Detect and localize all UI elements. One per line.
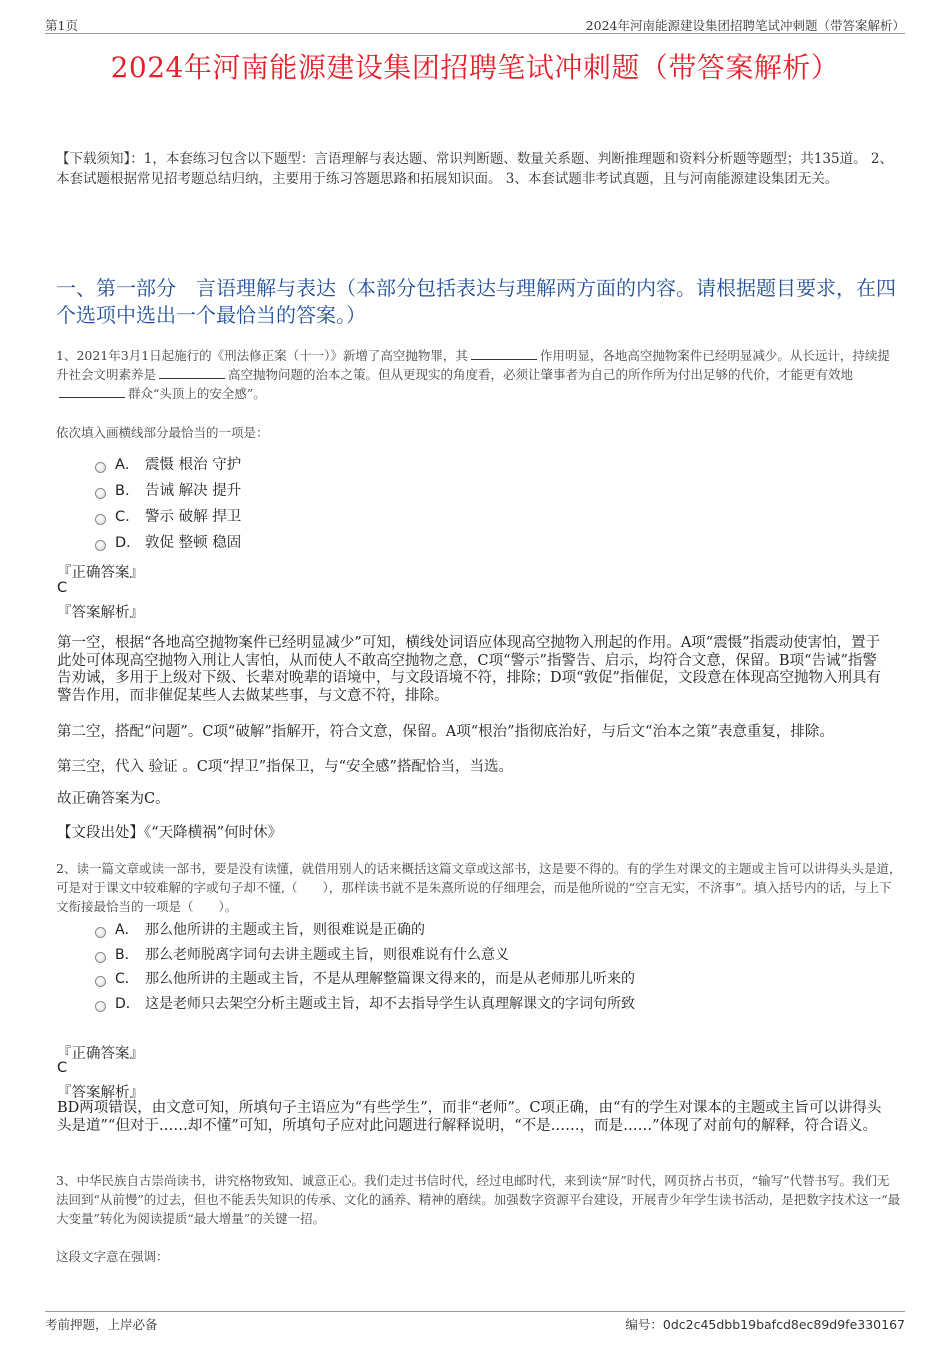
option-text: 那么他所讲的主题或主旨，则很难说是正确的 bbox=[145, 922, 425, 938]
footer-slogan: 考前押题，上岸必备 bbox=[45, 1317, 158, 1332]
correct-answer-label: 『正确答案』 bbox=[57, 1046, 144, 1062]
question-1-stem bbox=[56, 346, 902, 403]
option-text: 震慑 根治 守护 bbox=[145, 457, 242, 473]
analysis-paragraph: 第二空，搭配“问题”。C项“破解”指解开，符合文意，保留。A项“根治”指彻底治好，与后文“治本之策”表意重复，排除。 bbox=[57, 724, 834, 740]
download-notice: 【下载须知】：1，本套练习包含以下题型：言语理解与表达题、常识判断题、数量关系题、判断推理题和资料分析题等题型；共135道。 2、本套试题根据常见招考题总结归纳，主要用于练习答题思路和拓展知识面。 3、本套试题非考试真题，且与河南能源建设集团无关。 bbox=[56, 151, 893, 187]
option-letter: A． bbox=[115, 457, 140, 473]
option-letter: B． bbox=[115, 483, 140, 499]
fill-blank bbox=[59, 385, 125, 398]
option-letter: C． bbox=[115, 971, 139, 988]
radio-icon[interactable] bbox=[95, 1001, 106, 1012]
radio-icon[interactable] bbox=[95, 976, 106, 987]
question-1-seg2: 作用明显，各地高空抛物案件已经明显减少。从长远计，持续提升社会文明素养是 bbox=[56, 348, 890, 382]
analysis-paragraph: 第三空，代入 验证 。C项“捍卫”指保卫，与“安全感”搭配恰当，当选。 bbox=[57, 759, 513, 775]
radio-icon[interactable] bbox=[95, 462, 106, 473]
analysis-conclusion: 故正确答案为C。 bbox=[57, 791, 170, 807]
radio-icon[interactable] bbox=[95, 488, 106, 499]
option-letter: C． bbox=[115, 509, 140, 525]
option-letter: B． bbox=[115, 946, 139, 963]
option-letter: D． bbox=[115, 995, 140, 1012]
question-1-seg4: 群众“头顶上的安全感”。 bbox=[128, 386, 266, 401]
page-header bbox=[45, 12, 905, 34]
question-1-seg3: 高空抛物问题的治本之策。但从更现实的角度看，必须让肇事者为自己的所作所为付出足够的代价，才能更有效地 bbox=[228, 367, 854, 382]
analysis-label: 『答案解析』 bbox=[57, 1085, 144, 1101]
correct-answer-value: C bbox=[57, 580, 68, 596]
radio-icon[interactable] bbox=[95, 540, 106, 551]
code-value: 0dc2c45dbb19bafcd8ec89d9fe330167 bbox=[662, 1317, 905, 1332]
document-code bbox=[625, 1315, 905, 1333]
document-title: 2024年河南能源建设集团招聘笔试冲刺题（带答案解析） bbox=[110, 51, 840, 84]
option-text: 敦促 整顿 稳固 bbox=[145, 535, 242, 551]
fill-blank bbox=[159, 366, 225, 379]
page-number: 第1页 bbox=[45, 18, 78, 33]
option-text: 告诫 解决 提升 bbox=[145, 483, 242, 499]
footer-divider bbox=[45, 1311, 905, 1312]
radio-icon[interactable] bbox=[95, 514, 106, 525]
correct-answer-value: C bbox=[57, 1060, 68, 1076]
question-3-prompt: 这段文字意在强调： bbox=[56, 1249, 169, 1264]
correct-answer-label: 『正确答案』 bbox=[57, 565, 144, 581]
section-heading: 一、第一部分 言语理解与表达（本部分包括表达与理解两方面的内容。请根据题目要求，在四个选项中选出一个最恰当的答案。） bbox=[56, 276, 896, 327]
option-letter: A． bbox=[115, 922, 139, 938]
radio-icon[interactable] bbox=[95, 952, 106, 963]
option-letter: D． bbox=[115, 535, 141, 551]
question-3-stem: 3、中华民族自古崇尚读书，讲究格物致知、诚意正心。我们走过书信时代，经过电邮时代，来到读“屏”时代，网页挤占书页，“输写”代替书写。我们无法回到“从前慢”的过去，但也不能丢失知识的传承、文化的涵养、精神的磨续。加强数字资源平台建设，开展青少年学生读书活动，是把数字技术这一“最大变量”转化为阅读提质“最大增量”的关键一招。 bbox=[56, 1173, 901, 1226]
radio-icon[interactable] bbox=[95, 927, 106, 938]
option-text: 这是老师只去架空分析主题或主旨，却不去指导学生认真理解课文的字词句所致 bbox=[145, 995, 635, 1012]
code-label: 编号： bbox=[625, 1317, 663, 1332]
option-text: 那么老师脱离字词句去讲主题或主旨，则很难说有什么意义 bbox=[145, 946, 509, 963]
question-2-stem: 2、读一篇文章或读一部书，要是没有读懂，就借用别人的话来概括这篇文章或这部书，这是要不得的。有的学生对课文的主题或主旨可以讲得头头是道，可是对于课文中较难解的字或句子却不懂,（ ），那样读书就不是朱熹所说的仔细理会，而是他所说的“空言无实，不济事”。填入括号内的话，与上下文衔接最恰当的一项是（ ）。 bbox=[56, 861, 902, 914]
fill-blank bbox=[471, 347, 537, 360]
analysis-paragraph: BD两项错误，由文意可知，所填句子主语应为“有些学生”，而非“老师”。C项正确，由“有的学生对课本的主题或主旨可以讲得头头是道”“但对于……却不懂”可知，所填句子应对此问题进行解释说明，“不是……，而是……”体现了对前句的解释，符合语义。 bbox=[57, 1100, 882, 1134]
text-source: 【文段出处】《“天降横祸”何时休》 bbox=[57, 825, 283, 841]
analysis-paragraph: 第一空，根据“各地高空抛物案件已经明显减少”可知，横线处词语应体现高空抛物入刑起的作用。A项“震慑”指震动使害怕，置于此处可体现高空抛物入刑让人害怕，从而使人不敢高空抛物之意，C项“警示”指警告、启示，均符合文意，保留。B项“告诫”指警告劝诫，多用于上级对下级、长辈对晚辈的语境中，与文段语境不符，排除；D项“敦促”指催促，文段意在体现高空抛物入刑具有警告作用，而非催促某些人去做某些事，与文意不符，排除。 bbox=[57, 635, 881, 704]
option-text: 那么他所讲的主题或主旨，不是从理解整篇课文得来的，而是从老师那儿听来的 bbox=[145, 971, 635, 988]
option-text: 警示 破解 捍卫 bbox=[145, 509, 242, 525]
question-1-seg1: 1、2021年3月1日起施行的《刑法修正案（十一）》新增了高空抛物罪，其 bbox=[56, 348, 468, 363]
running-title: 2024年河南能源建设集团招聘笔试冲刺题（带答案解析） bbox=[585, 18, 905, 33]
question-1-prompt: 依次填入画横线部分最恰当的一项是： bbox=[56, 425, 269, 440]
analysis-label: 『答案解析』 bbox=[57, 605, 144, 621]
